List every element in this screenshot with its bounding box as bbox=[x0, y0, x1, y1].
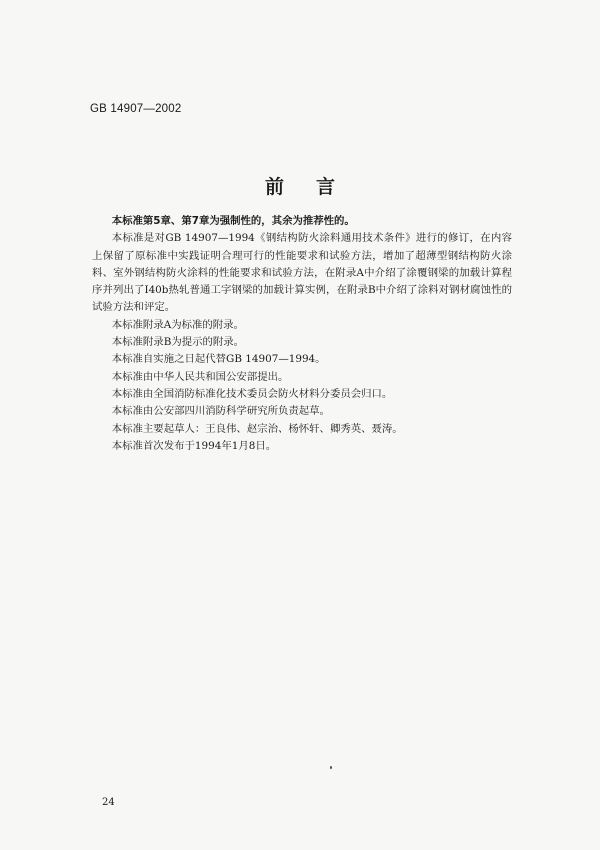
foreword-mandatory-note: 本标准第5章、第7章为强制性的，其余为推荐性的。 bbox=[111, 215, 355, 227]
foreword-paragraph: 本标准由中华人民共和国公安部提出。 bbox=[111, 370, 289, 383]
scan-speck bbox=[330, 766, 332, 769]
foreword-paragraph: 本标准由全国消防标准化技术委员会防火材料分委员会归口。 bbox=[111, 387, 393, 400]
foreword-paragraph: 本标准附录B为提示的附录。 bbox=[111, 336, 245, 349]
foreword-paragraph: 本标准是对GB 14907—1994《钢结构防火涂料通用技术条件》进行的修订，在内容上保留了原标准中实践证明合理可行的性能要求和试验方法，增加了超薄型钢结构防火涂料、室外钢结构防火涂料的性能要求和试验方法，在附录A中介绍了涂覆钢梁的加载计算程序并列出了I40b热轧普通工字钢梁的加载计算实例，在附录B中介绍了涂料对钢材腐蚀性的试验方法和评定。 bbox=[92, 232, 512, 314]
foreword-paragraph: 本标准自实施之日起代替GB 14907—1994。 bbox=[111, 353, 326, 366]
foreword-paragraph: 本标准附录A为标准的附录。 bbox=[111, 318, 244, 331]
foreword-paragraph: 本标准由公安部四川消防科学研究所负责起草。 bbox=[111, 405, 330, 418]
page-title: 前言 bbox=[264, 176, 367, 198]
foreword-paragraph: 本标准主要起草人：王良伟、赵宗治、杨怀轩、卿秀英、聂涛。 bbox=[111, 422, 403, 435]
standard-number: GB 14907—2002 bbox=[90, 103, 182, 115]
foreword-paragraph: 本标准首次发布于1994年1月8日。 bbox=[111, 439, 277, 452]
foreword-body bbox=[92, 213, 512, 455]
page-number: 24 bbox=[102, 797, 115, 808]
